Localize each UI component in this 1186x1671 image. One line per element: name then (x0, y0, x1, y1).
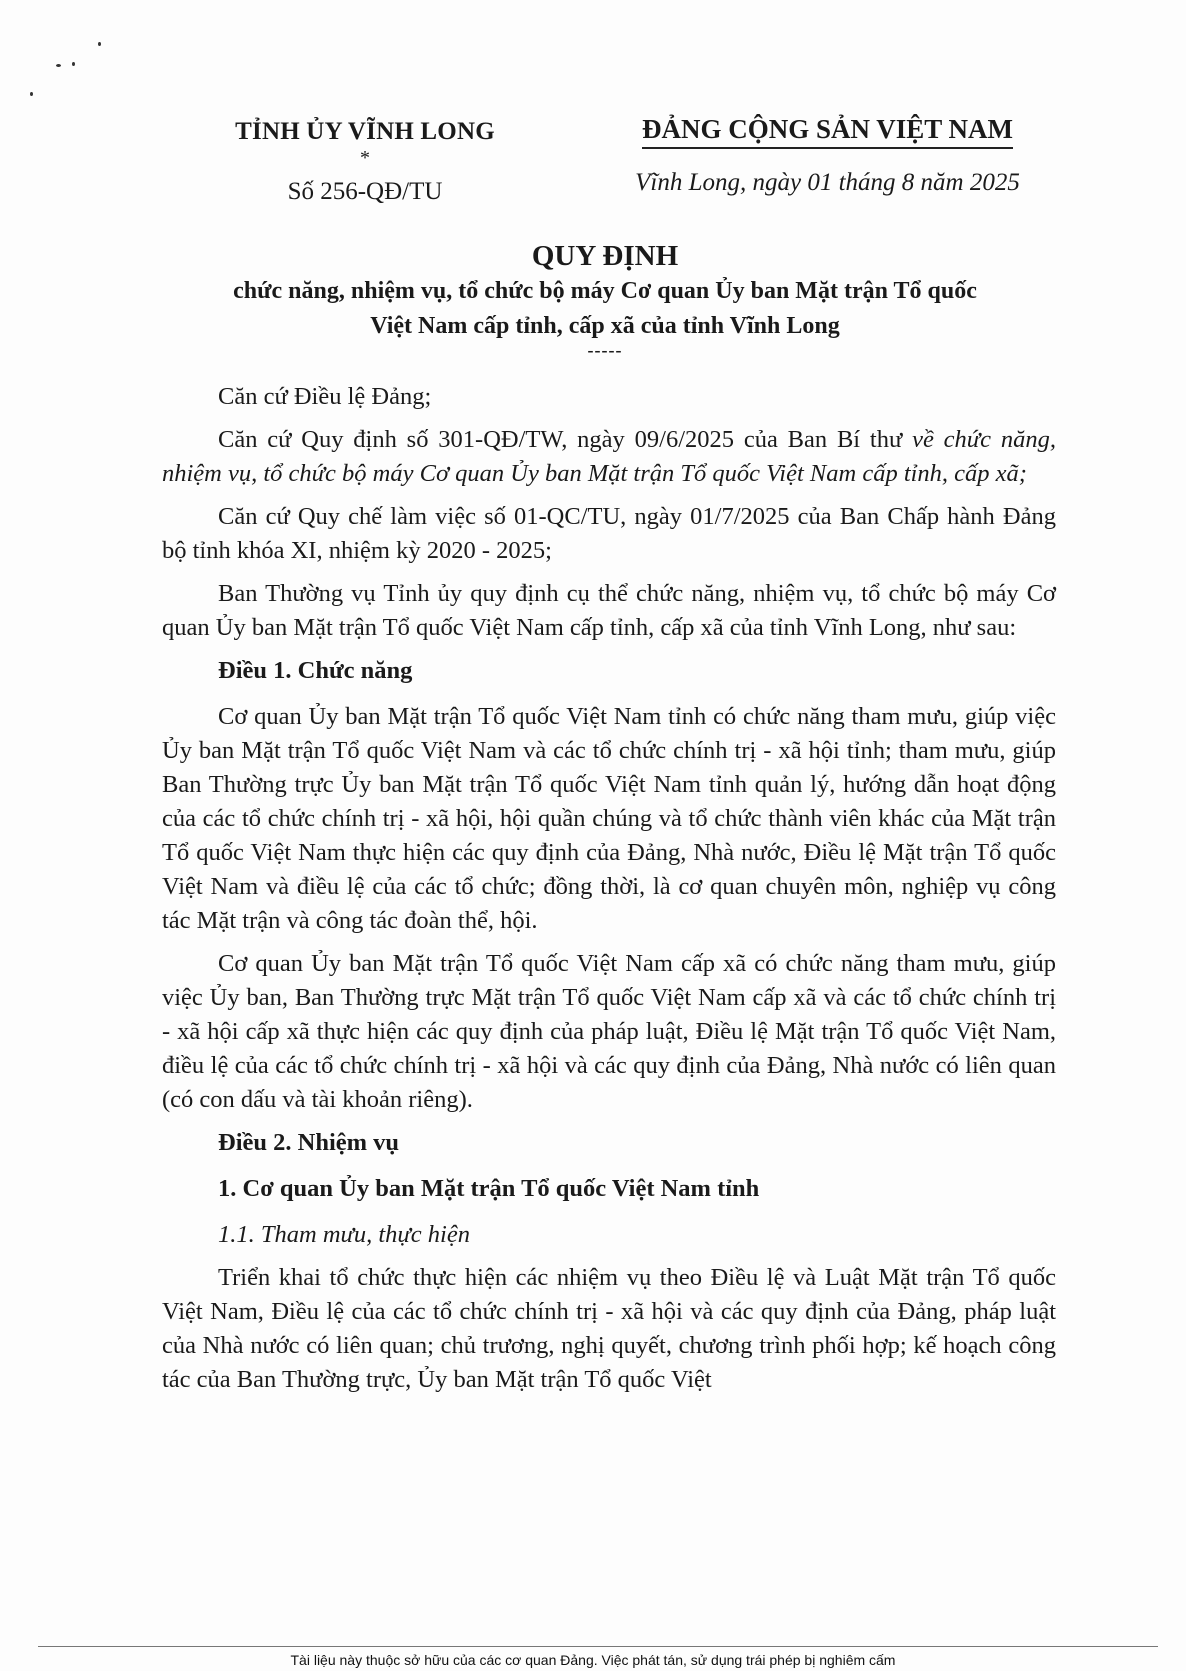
article-2-section-heading: 1. Cơ quan Ủy ban Mặt trận Tổ quốc Việt Nam tỉnh (218, 1175, 760, 1202)
scan-speck (98, 42, 101, 46)
preamble-text: Căn cứ Quy định số 301-QĐ/TW, ngày 09/6/2025 của Ban Bí thư (218, 426, 913, 453)
footer-divider (38, 1646, 1158, 1647)
scan-speck (56, 64, 61, 67)
party-name: ĐẢNG CỘNG SẢN VIỆT NAM (642, 114, 1013, 149)
article-2-paragraph: Triển khai tổ chức thực hiện các nhiệm vụ theo Điều lệ và Luật Mặt trận Tổ quốc Việt Nam, Điều lệ của các tổ chức chính trị - xã hội và các quy định của Đảng, pháp luật của Nhà nước có liên quan; chủ trương, nghị quyết, chương trình phối hợp; kế hoạch công tác của Ban Thường trực, Ủy ban Mặt trận Tổ quốc Việt (162, 1264, 1056, 1393)
article-1-paragraph: Cơ quan Ủy ban Mặt trận Tổ quốc Việt Nam tỉnh có chức năng tham mưu, giúp việc Ủy ban Mặt trận Tổ quốc Việt Nam và các tổ chức chính trị - xã hội tỉnh; tham mưu, giúp Ban Thường trực Ủy ban Mặt trận Tổ quốc Việt Nam tỉnh quản lý, hướng dẫn hoạt động của các tổ chức chính trị - xã hội, hội quần chúng và tổ chức thành viên khác của Mặt trận Tổ quốc Việt Nam thực hiện các quy định của Đảng, Nhà nước, Điều lệ Mặt trận Tổ quốc Việt Nam và điều lệ của các tổ chức; đồng thời, là cơ quan chuyên môn, nghiệp vụ công tác Mặt trận và công tác đoàn thể, hội. (162, 703, 1056, 934)
article-1-paragraph: Cơ quan Ủy ban Mặt trận Tổ quốc Việt Nam cấp xã có chức năng tham mưu, giúp việc Ủy ban, Ban Thường trực Mặt trận Tổ quốc Việt Nam cấp xã và các tổ chức chính trị - xã hội cấp xã thực hiện các quy định của pháp luật, Điều lệ Mặt trận Tổ quốc Việt Nam, điều lệ của các tổ chức chính trị - xã hội và các quy định của Đảng, Nhà nước có liên quan (có con dấu và tài khoản riêng). (162, 950, 1056, 1113)
issuer-block (200, 118, 530, 206)
star-mark: * (360, 147, 370, 169)
scan-speck (72, 62, 75, 66)
preamble-paragraph (162, 423, 1056, 491)
scan-speck (30, 92, 33, 96)
national-header (600, 114, 1055, 197)
issuer-name: TỈNH ỦY VĨNH LONG (235, 118, 495, 145)
document-body (162, 380, 1056, 1406)
title-line-1: chức năng, nhiệm vụ, tổ chức bộ máy Cơ quan Ủy ban Mặt trận Tổ quốc (233, 278, 977, 304)
article-1-heading: Điều 1. Chức năng (218, 657, 413, 684)
preamble-paragraph: Ban Thường vụ Tỉnh ủy quy định cụ thể chức năng, nhiệm vụ, tổ chức bộ máy Cơ quan Ủy ban Mặt trận Tổ quốc Việt Nam cấp tỉnh, cấp xã của tỉnh Vĩnh Long, như sau: (162, 580, 1056, 641)
preamble-paragraph: Căn cứ Điều lệ Đảng; (218, 383, 432, 410)
scan-specks (20, 40, 100, 100)
document-number: Số 256-QĐ/TU (287, 178, 443, 205)
preamble-italic-text: về chức năng, nhiệm vụ, tổ chức bộ máy Cơ quan Ủy ban Mặt trận Tổ quốc Việt Nam cấp tỉnh, cấp xã; (162, 426, 1056, 487)
article-2-subsection-heading: 1.1. Tham mưu, thực hiện (218, 1221, 470, 1248)
footer-notice: Tài liệu này thuộc sở hữu của các cơ quan Đảng. Việc phát tán, sử dụng trái phép bị nghiêm cấm (290, 1652, 896, 1668)
preamble-paragraph: Căn cứ Quy chế làm việc số 01-QC/TU, ngày 01/7/2025 của Ban Chấp hành Đảng bộ tỉnh khóa XI, nhiệm kỳ 2020 - 2025; (162, 503, 1056, 564)
place-date: Vĩnh Long, ngày 01 tháng 8 năm 2025 (635, 169, 1020, 196)
article-2-heading: Điều 2. Nhiệm vụ (218, 1129, 400, 1156)
document-type: QUY ĐỊNH (531, 240, 679, 272)
title-line-2: Việt Nam cấp tỉnh, cấp xã của tỉnh Vĩnh Long (370, 313, 840, 339)
title-separator: ----- (587, 340, 623, 360)
document-title (150, 240, 1060, 360)
